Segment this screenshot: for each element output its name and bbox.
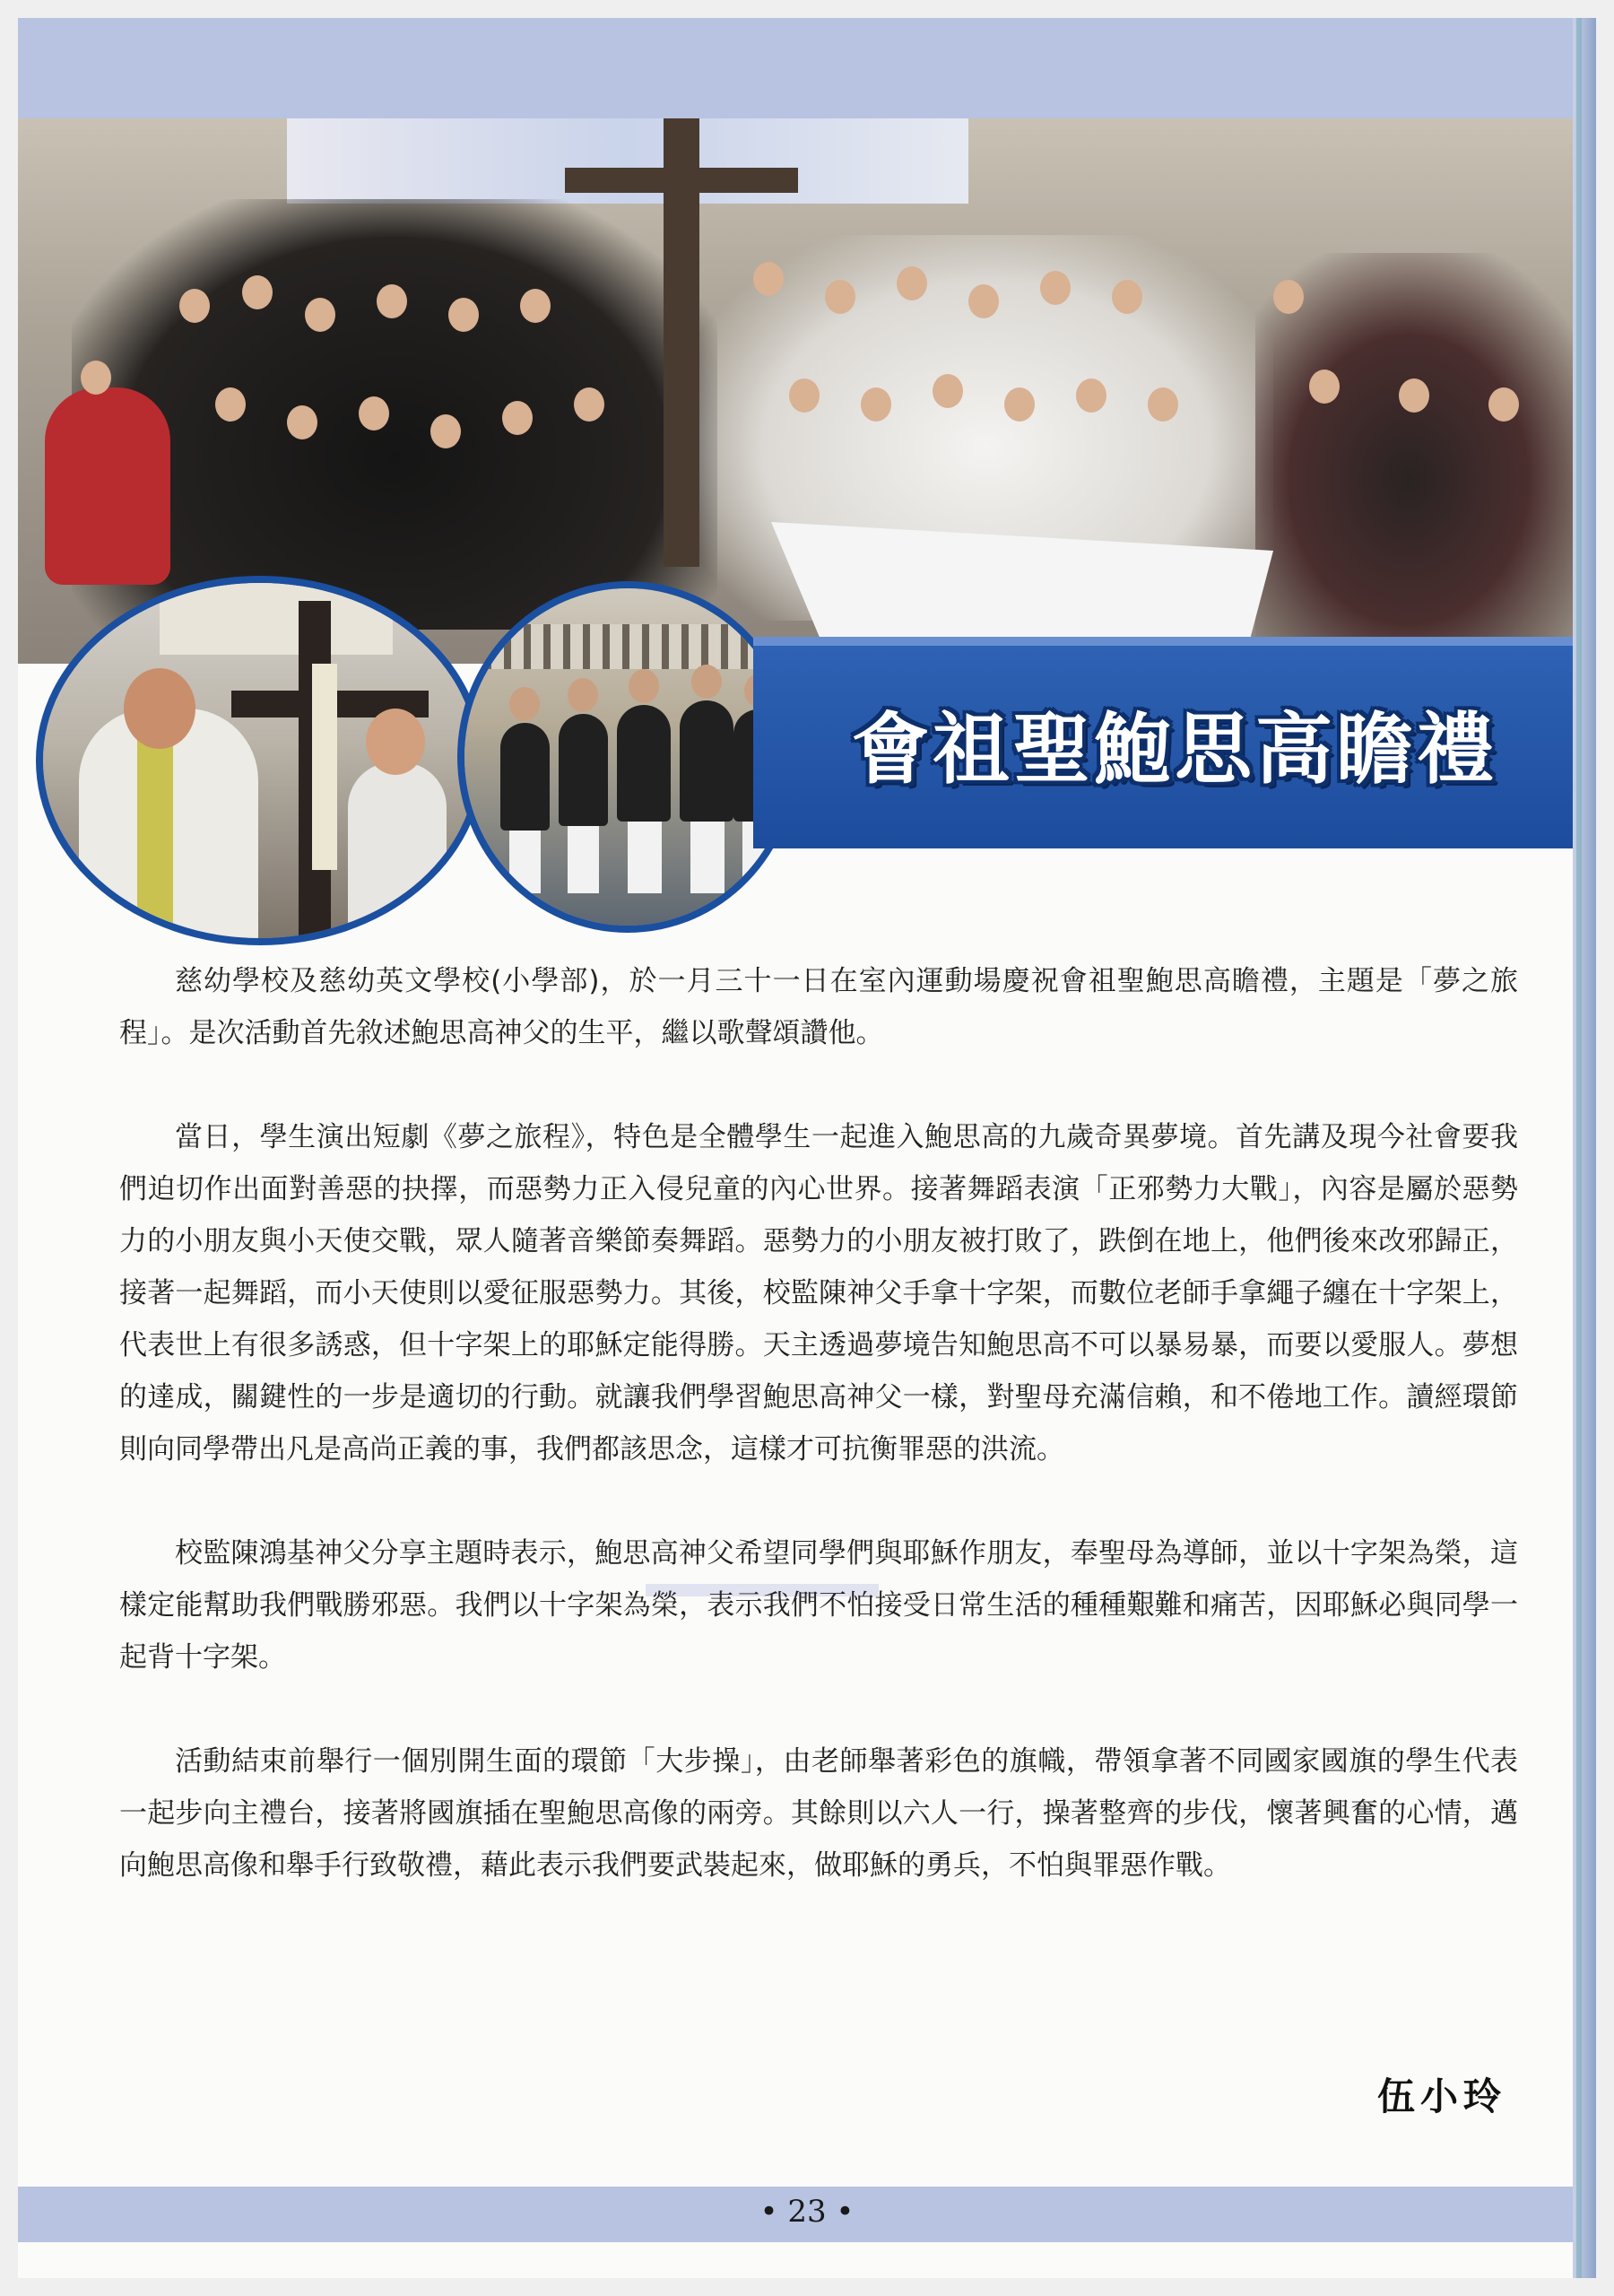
- top-color-band: [18, 18, 1596, 118]
- article-title: 會祖聖鮑思高瞻禮: [852, 705, 1497, 795]
- author-signature: 伍小玲: [1376, 2074, 1506, 2118]
- binding-edge: [1573, 18, 1596, 2278]
- inset-photo-priest-with-cross: [36, 576, 484, 945]
- article-body: [119, 955, 1518, 1944]
- photo-teacher-red-jacket: [45, 387, 170, 585]
- photo-cross-post: [664, 118, 699, 567]
- paragraph-2: 當日，學生演出短劇《夢之旅程》，特色是全體學生一起進入鮑思高的九歲奇異夢境。首先講及現今社會要我們迫切作出面對善惡的抉擇，而惡勢力正入侵兒童的內心世界。接著舞蹈表演「正邪勢力大戰」，內容是屬於惡勢力的小朋友與小天使交戰，眾人隨著音樂節奏舞蹈。惡勢力的小朋友被打敗了，跌倒在地上，他們後來改邪歸正，接著一起舞蹈，而小天使則以愛征服惡勢力。其後，校監陳神父手拿十字架，而數位老師手拿繩子纏在十字架上，代表世上有很多誘惑，但十字架上的耶穌定能得勝。天主透過夢境告知鮑思高不可以暴易暴，而要以愛服人。夢想的達成，關鍵性的一步是適切的行動。就讓我們學習鮑思高神父一樣，對聖母充滿信賴，和不倦地工作。讀經環節則向同學帶出凡是高尚正義的事，我們都該思念，這樣才可抗衡罪惡的洪流。: [119, 1121, 1518, 1465]
- paragraph-4: 活動結束前舉行一個別開生面的環節「大步操」，由老師舉著彩色的旗幟，帶領拿著不同國家國旗的學生代表一起步向主禮台，接著將國旗插在聖鮑思高像的兩旁。其餘則以六人一行，操著整齊的步伐，懷著興奮的心情，邁向鮑思高像和舉手行致敬禮，藉此表示我們要武裝起來，做耶穌的勇兵，不怕與罪惡作戰。: [119, 1745, 1518, 1882]
- photo-teachers: [1255, 253, 1596, 664]
- page-number: • 23 •: [759, 2194, 855, 2230]
- paragraph-3: 校監陳鴻基神父分享主題時表示，鮑思高神父希望同學們與耶穌作朋友，奉聖母為導師，並以十字架為榮，這樣定能幫助我們戰勝邪惡。我們以十字架為榮，表示我們不怕接受日常生活的種種艱難和痛苦，因耶穌必與同學一起背十字架。: [119, 1537, 1518, 1674]
- paragraph-1: 慈幼學校及慈幼英文學校(小學部)，於一月三十一日在室內運動場慶祝會祖聖鮑思高瞻禮，主題是「夢之旅程」。是次活動首先敘述鮑思高神父的生平，繼以歌聲頌讚他。: [119, 965, 1518, 1049]
- title-banner: [753, 637, 1596, 848]
- magazine-page: [18, 18, 1596, 2278]
- inset-photo-students-saluting: [457, 581, 798, 933]
